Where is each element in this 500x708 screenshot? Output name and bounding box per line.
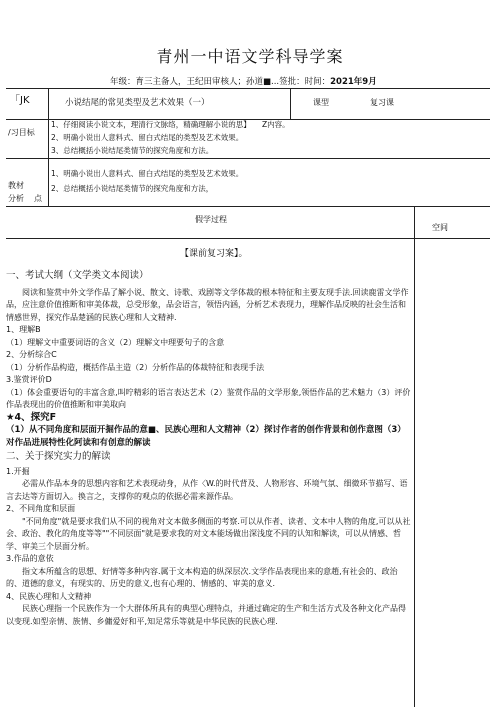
meta-info: 年级：育三主备人，王纪田审核人；孙道■...签批：时间： bbox=[110, 77, 331, 87]
list-item: 2、不同角度和层面 bbox=[6, 504, 76, 513]
analysis-label: 分析 bbox=[8, 194, 24, 203]
analysis-label: 教材 bbox=[8, 181, 24, 190]
list-item-body: "不同角度"就是要求我们从不同的视角对文本做多侧面的考察.可以从作者、读者、文本中人物的角度,可以从社会、政治、教化的角度等等""不同层面"就是要求我的对文本能场做出深浅度不同的认知和解读，可以从情感、哲学、审美三个层面分析。 bbox=[6, 516, 411, 551]
course-type: 复习课 bbox=[370, 98, 394, 107]
list-item: 1、理解B bbox=[6, 325, 41, 334]
content-body bbox=[6, 270, 412, 628]
goals-extra: Z内容。 bbox=[262, 120, 290, 129]
review-case-title: 【课前复习案】。 bbox=[180, 249, 248, 259]
list-item: （1）理解文中重要词语的含义（2）理解文中理要句子的含意 bbox=[6, 337, 225, 347]
cell-jk: 「JK bbox=[10, 95, 30, 106]
list-item: （1）体会重要语句的丰富含意,叫咛精彩的语言表达艺术（2）鉴赏作品的文学形象,领悟作品的艺术魅力（3）评价作品表现出的价值推断和审美取向 bbox=[6, 387, 411, 409]
list-item-body: 民族心理指一个民族作为一个大群体所具有的典型心理特点，并通过确定的生产和生活方式及各种文化产品得以变现.如型亲情、族情、乡傭爱好和平,知足常乐等就是中华民族的民族心理. bbox=[6, 604, 406, 626]
lesson-topic: 小说结尾的常见类型及艺术效果（一） bbox=[65, 98, 210, 108]
list-item-body: 必需从作品本身的思想内容和艺术表现动身，从作〈W.的时代背及、人物形容、环境气氛、细微环节描写、语言去达等方面切入。换言之，支撑你的观点的依据必需来源作品。 bbox=[6, 479, 408, 501]
analysis-item: 1、明确小说出人意料式、留白式结尾的类型及艺术效果。 bbox=[51, 169, 244, 178]
list-item: 3.鉴赏评价D bbox=[6, 375, 52, 384]
row-divider bbox=[6, 158, 490, 159]
list-item-title: ★4、探究F bbox=[6, 411, 57, 423]
list-item: 4、民族心理和人文精神 bbox=[6, 591, 92, 601]
analysis-label: 点 bbox=[34, 194, 42, 203]
list-item-body: 指文本所蕴含的思想、好情等多种内容.属于文本构造的纵深层次.文学作品表现出来的意趙,有社会的、政治的、道德的意义，有现实的、历史的意义,也有心理的、情感的、审美的意义. bbox=[6, 566, 398, 588]
side-label: 空间 bbox=[432, 223, 448, 232]
meta-date: 2021年9月 bbox=[330, 77, 377, 87]
list-item: 3.作品的意依 bbox=[6, 554, 54, 563]
row-divider bbox=[6, 238, 490, 239]
section-paragraph: 阅读和鉴赏中外文学作品了解小说、散文、诗歌、戏剧等文学体裁的根本特征和主要友现手法.回读鹿雷文学作品，应注意价值推断和审美体裁，总受形象，品会语言，领悟内涵，分析艺术表现力，理解作品反映的社会生活和情感世界，探究作品楚涵的民族心理和人文精神. bbox=[6, 287, 409, 322]
section-heading: 二、关于探究实力的解读 bbox=[6, 451, 111, 462]
list-item: 1.开掘 bbox=[6, 466, 30, 476]
analysis-item: 2、总结概括小说结尾类情节的探究角度和方法， bbox=[51, 184, 214, 193]
list-item: （1）分析作品构造，概括作品主造（2）分析作品的体裁特征和表现手法 bbox=[6, 362, 265, 372]
list-item: 2、分析综合C bbox=[6, 350, 57, 359]
column-divider bbox=[48, 88, 49, 206]
goal-item: 2、明确小说出人意料式、留白式结尾的类型及艺术效果。 bbox=[51, 133, 244, 142]
section-heading: 一、考试大纲（文学类文本阅读） bbox=[6, 270, 149, 281]
list-item-body: （1）从不同角度和层面开掘作品的意■、民族心理和人文精神（2）探讨作者的创作背景和创作意图（3）对作品进展特性化阿读和有创意的解读 bbox=[6, 425, 406, 448]
goals-label: /习目标 bbox=[8, 128, 35, 137]
course-type-label: 课型 bbox=[313, 98, 329, 107]
column-divider bbox=[290, 88, 291, 119]
process-label: 假学过程 bbox=[195, 215, 227, 224]
meta-line bbox=[110, 75, 377, 87]
row-divider bbox=[6, 206, 490, 207]
goal-item: 1、仔细阅读小说文本，理清行文脉络，精确理解小说的思】 bbox=[51, 120, 251, 129]
page-title: 青州一中语文学科导学案 bbox=[156, 47, 344, 66]
column-divider bbox=[414, 206, 415, 707]
goal-item: 3、总结概括小说结尾类情节的探究角度和方法。 bbox=[51, 146, 214, 155]
